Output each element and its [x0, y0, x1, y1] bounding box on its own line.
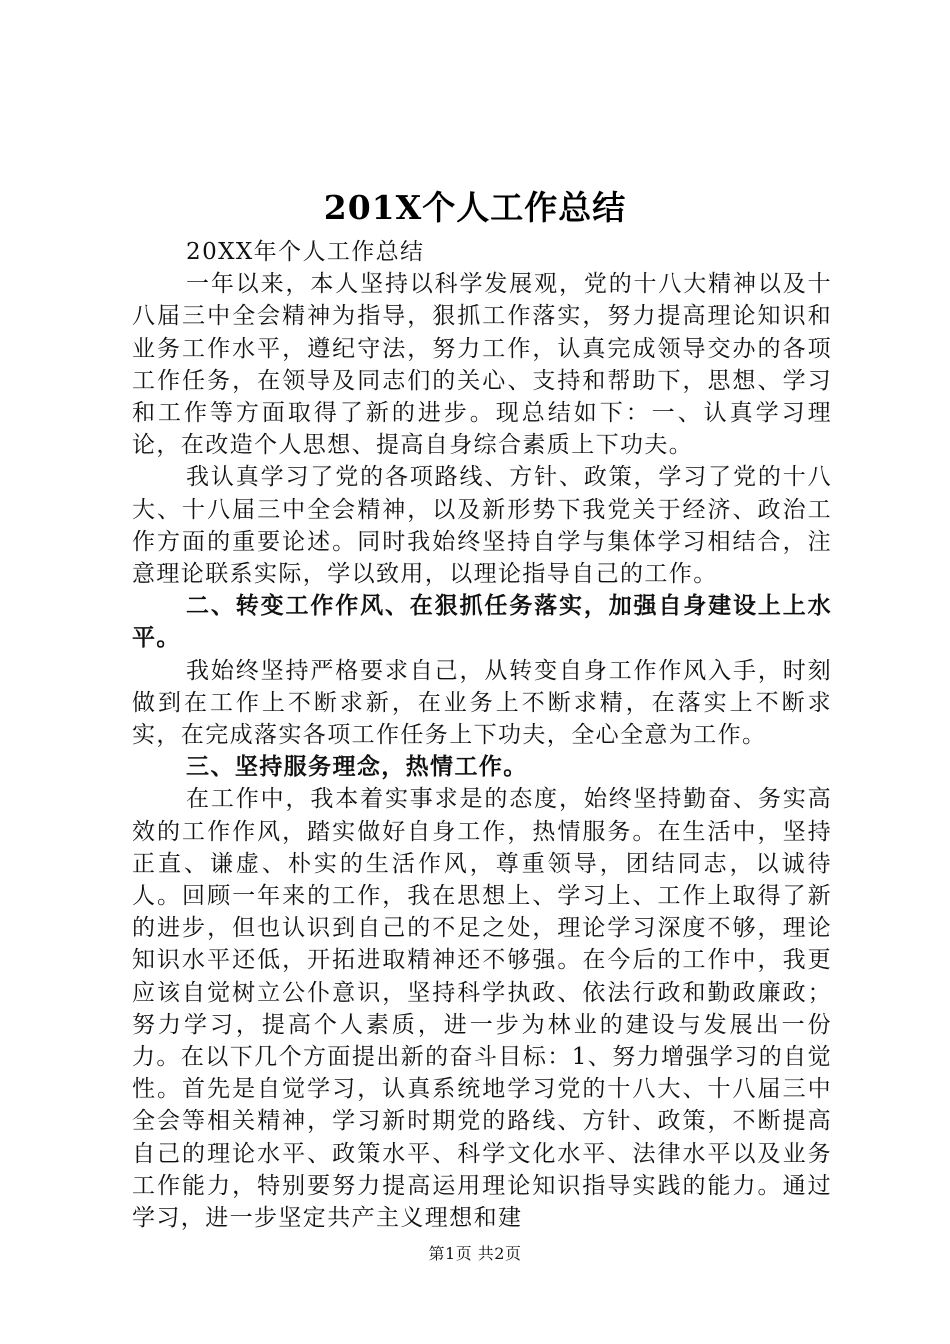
paragraph-subtitle: 20XX年个人工作总结 [186, 239, 425, 265]
section-heading-work-style: 二、转变工作作风、在狠抓任务落实，加强自身建设上上水平。 [132, 592, 832, 652]
paragraph-work-style: 我始终坚持严格要求自己，从转变自身工作作风入手，时刻做到在工作上不断求新，在业务上不断求精，在落实上不断求实，在完成落实各项工作任务上下功夫，全心全意为工作。 [132, 657, 832, 749]
paragraph-theory-study: 我认真学习了党的各项路线、方针、政策，学习了党的十八大、十八届三中全会精神，以及新形势下我党关于经济、政治工作方面的重要论述。同时我始终坚持自学与集体学习相结合，注意理论联系实际，学以致用，以理论指导自己的工作。 [132, 464, 832, 588]
section-heading-service: 三、坚持服务理念，热情工作。 [186, 753, 528, 781]
document-title: 201X个人工作总结 [323, 188, 627, 227]
paragraph-intro: 一年以来，本人坚持以科学发展观，党的十八大精神以及十八届三中全会精神为指导，狠抓工作落实，努力提高理论知识和业务工作水平，遵纪守法，努力工作，认真完成领导交办的各项工作任务，在领导及同志们的关心、支持和帮助下，思想、学习和工作等方面取得了新的进步。现总结如下：一、认真学习理论，在改造个人思想、提高自身综合素质上下功夫。 [132, 271, 832, 459]
page-number-footer: 第1页 共2页 [428, 1244, 522, 1263]
document-body [132, 236, 832, 1234]
paragraph-service: 在工作中，我本着实事求是的态度，始终坚持勤奋、务实高效的工作作风，踏实做好自身工作，热情服务。在生活中，坚持正直、谦虚、朴实的生活作风，尊重领导，团结同志，以诚待人。回顾一年来的工作，我在思想上、学习上、工作上取得了新的进步，但也认识到自己的不足之处，理论学习深度不够，理论知识水平还低，开拓进取精神还不够强。在今后的工作中，我更应该自觉树立公仆意识，坚持科学执政、依法行政和勤政廉政；努力学习，提高个人素质，进一步为林业的建设与发展出一份力。在以下几个方面提出新的奋斗目标：1、努力增强学习的自觉性。首先是自觉学习，认真系统地学习党的十八大、十八届三中全会等相关精神，学习新时期党的路线、方针、政策，不断提高自己的理论水平、政策水平、科学文化水平、法律水平以及业务工作能力，特别要努力提高运用理论知识指导实践的能力。通过学习，进一步坚定共产主义理想和建 [132, 786, 832, 1232]
